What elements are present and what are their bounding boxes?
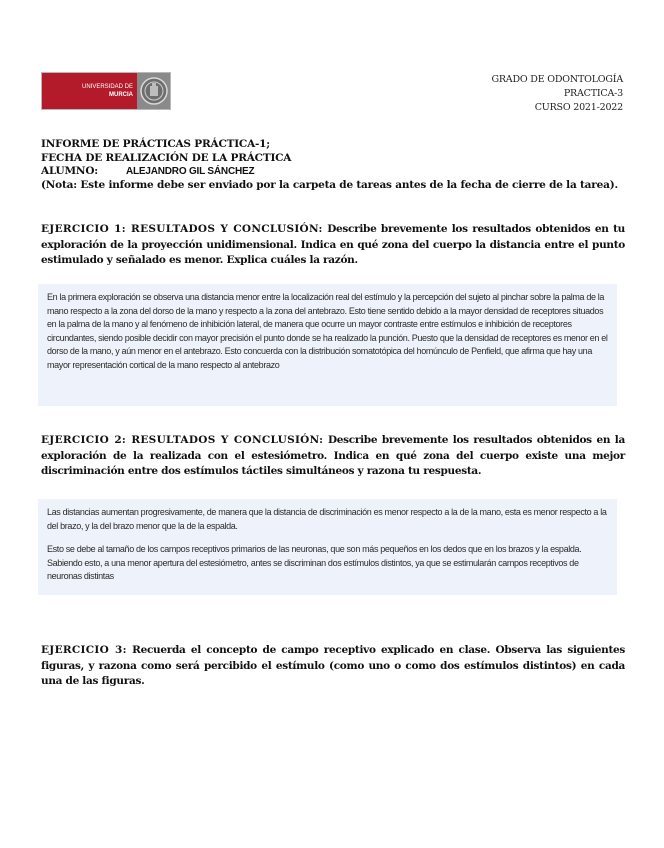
seal-icon (137, 73, 170, 109)
exercise-3-title: EJERCICIO 3: (41, 644, 127, 656)
submission-note: (Nota: Este informe debe ser enviado por la carpeta de tareas antes de la fecha de cierre de la tarea). (41, 178, 618, 191)
exercise-1-answer: En la primera exploración se observa una distancia menor entre la localización real del estímulo y la percepción del sujeto al pinchar sobre la palma de la mano respecto a la zona del dorso de la mano y respecto a la zona del antebrazo. Esto tiene sentido debido a la mayor densidad de receptores situados en la palma de la mano y al fenómeno de inhibición lateral, de manera que ocurre un mayor contraste entre estímulos e inhibición de receptores circundantes, siendo posible decidir con mayor precisión el punto donde se ha realizado la punción. Puesto que la densidad de receptores es menor en el dorso de la mano, y aún menor en el antebrazo. Esto concuerda con la distribución somatotópica del homúnculo de Penfield, que afirma que hay una mayor representación cortical de la mano respecto al antebrazo (47, 292, 608, 370)
report-info (41, 138, 631, 192)
student-row (41, 165, 631, 179)
course-label: CURSO 2021-2022 (534, 102, 623, 113)
logo-wordmark (42, 73, 137, 109)
exercise-2-answer-p2: Esto se debe al tamaño de los campos receptivos primarios de las neuronas, que son más pequeños en los dedos que en los brazos y la espalda. Sabiendo esto, a una menor apertura del estesiómetro, antes se discriminan dos estímulos distintos, ya que se estimularán campos receptivos de neuronas distintas (47, 544, 582, 582)
exercise-1-answer-box (38, 284, 617, 406)
exercise-2-title: EJERCICIO 2: RESULTADOS Y CONCLUSIÓN: (41, 434, 324, 446)
logo-line1: UNIVERSIDAD DE (81, 84, 133, 90)
practice-label: PRACTICA-3 (563, 88, 623, 99)
exercise-3-text: Recuerda el concepto de campo receptivo explicado en clase. Observa las siguientes figuras, y razona como será percibido el estímulo (como uno o como dos estímulos distintos) en cada una de las figuras. (41, 644, 625, 687)
exercise-1-title: EJERCICIO 1: RESULTADOS Y CONCLUSIÓN: (41, 223, 323, 235)
exercise-3-prompt (41, 643, 625, 690)
report-title: INFORME DE PRÁCTICAS PRÁCTICA-1; (41, 138, 270, 150)
exercise-2-answer-p1: Las distancias aumentan progresivamente, de manera que la distancia de discriminación es menor respecto a la de la mano, esta es menor respecto a la del brazo, y la del brazo menor que la de la espalda. (47, 507, 607, 531)
student-label: ALUMNO: (41, 165, 98, 177)
exercise-1-prompt (41, 222, 625, 269)
student-name: ALEJANDRO GIL SÁNCHEZ (125, 166, 255, 177)
degree-label: GRADO DE ODONTOLOGÍA (491, 74, 623, 85)
exercise-2-text: Describe brevemente los resultados obtenidos en la exploración de la realizada con el estesiómetro. Indica en qué zona del cuerpo existe una mejor discriminación entre dos estímulos táctiles simultáneos y razona tu respuesta. (41, 434, 625, 477)
logo-line2: MURCIA (109, 92, 133, 98)
exercise-2-prompt (41, 433, 625, 480)
university-logo (41, 72, 171, 110)
exercise-2-answer-box (38, 499, 617, 595)
report-date-label: FECHA DE REALIZACIÓN DE LA PRÁCTICA (41, 151, 292, 164)
exercise-1-text: Describe brevemente los resultados obtenidos en tu exploración de la proyección unidimensional. Indica en qué zona del cuerpo la distancia entre el punto estimulado y señalado es menor. Explica cuáles la razón. (41, 223, 626, 266)
course-header (491, 73, 623, 115)
